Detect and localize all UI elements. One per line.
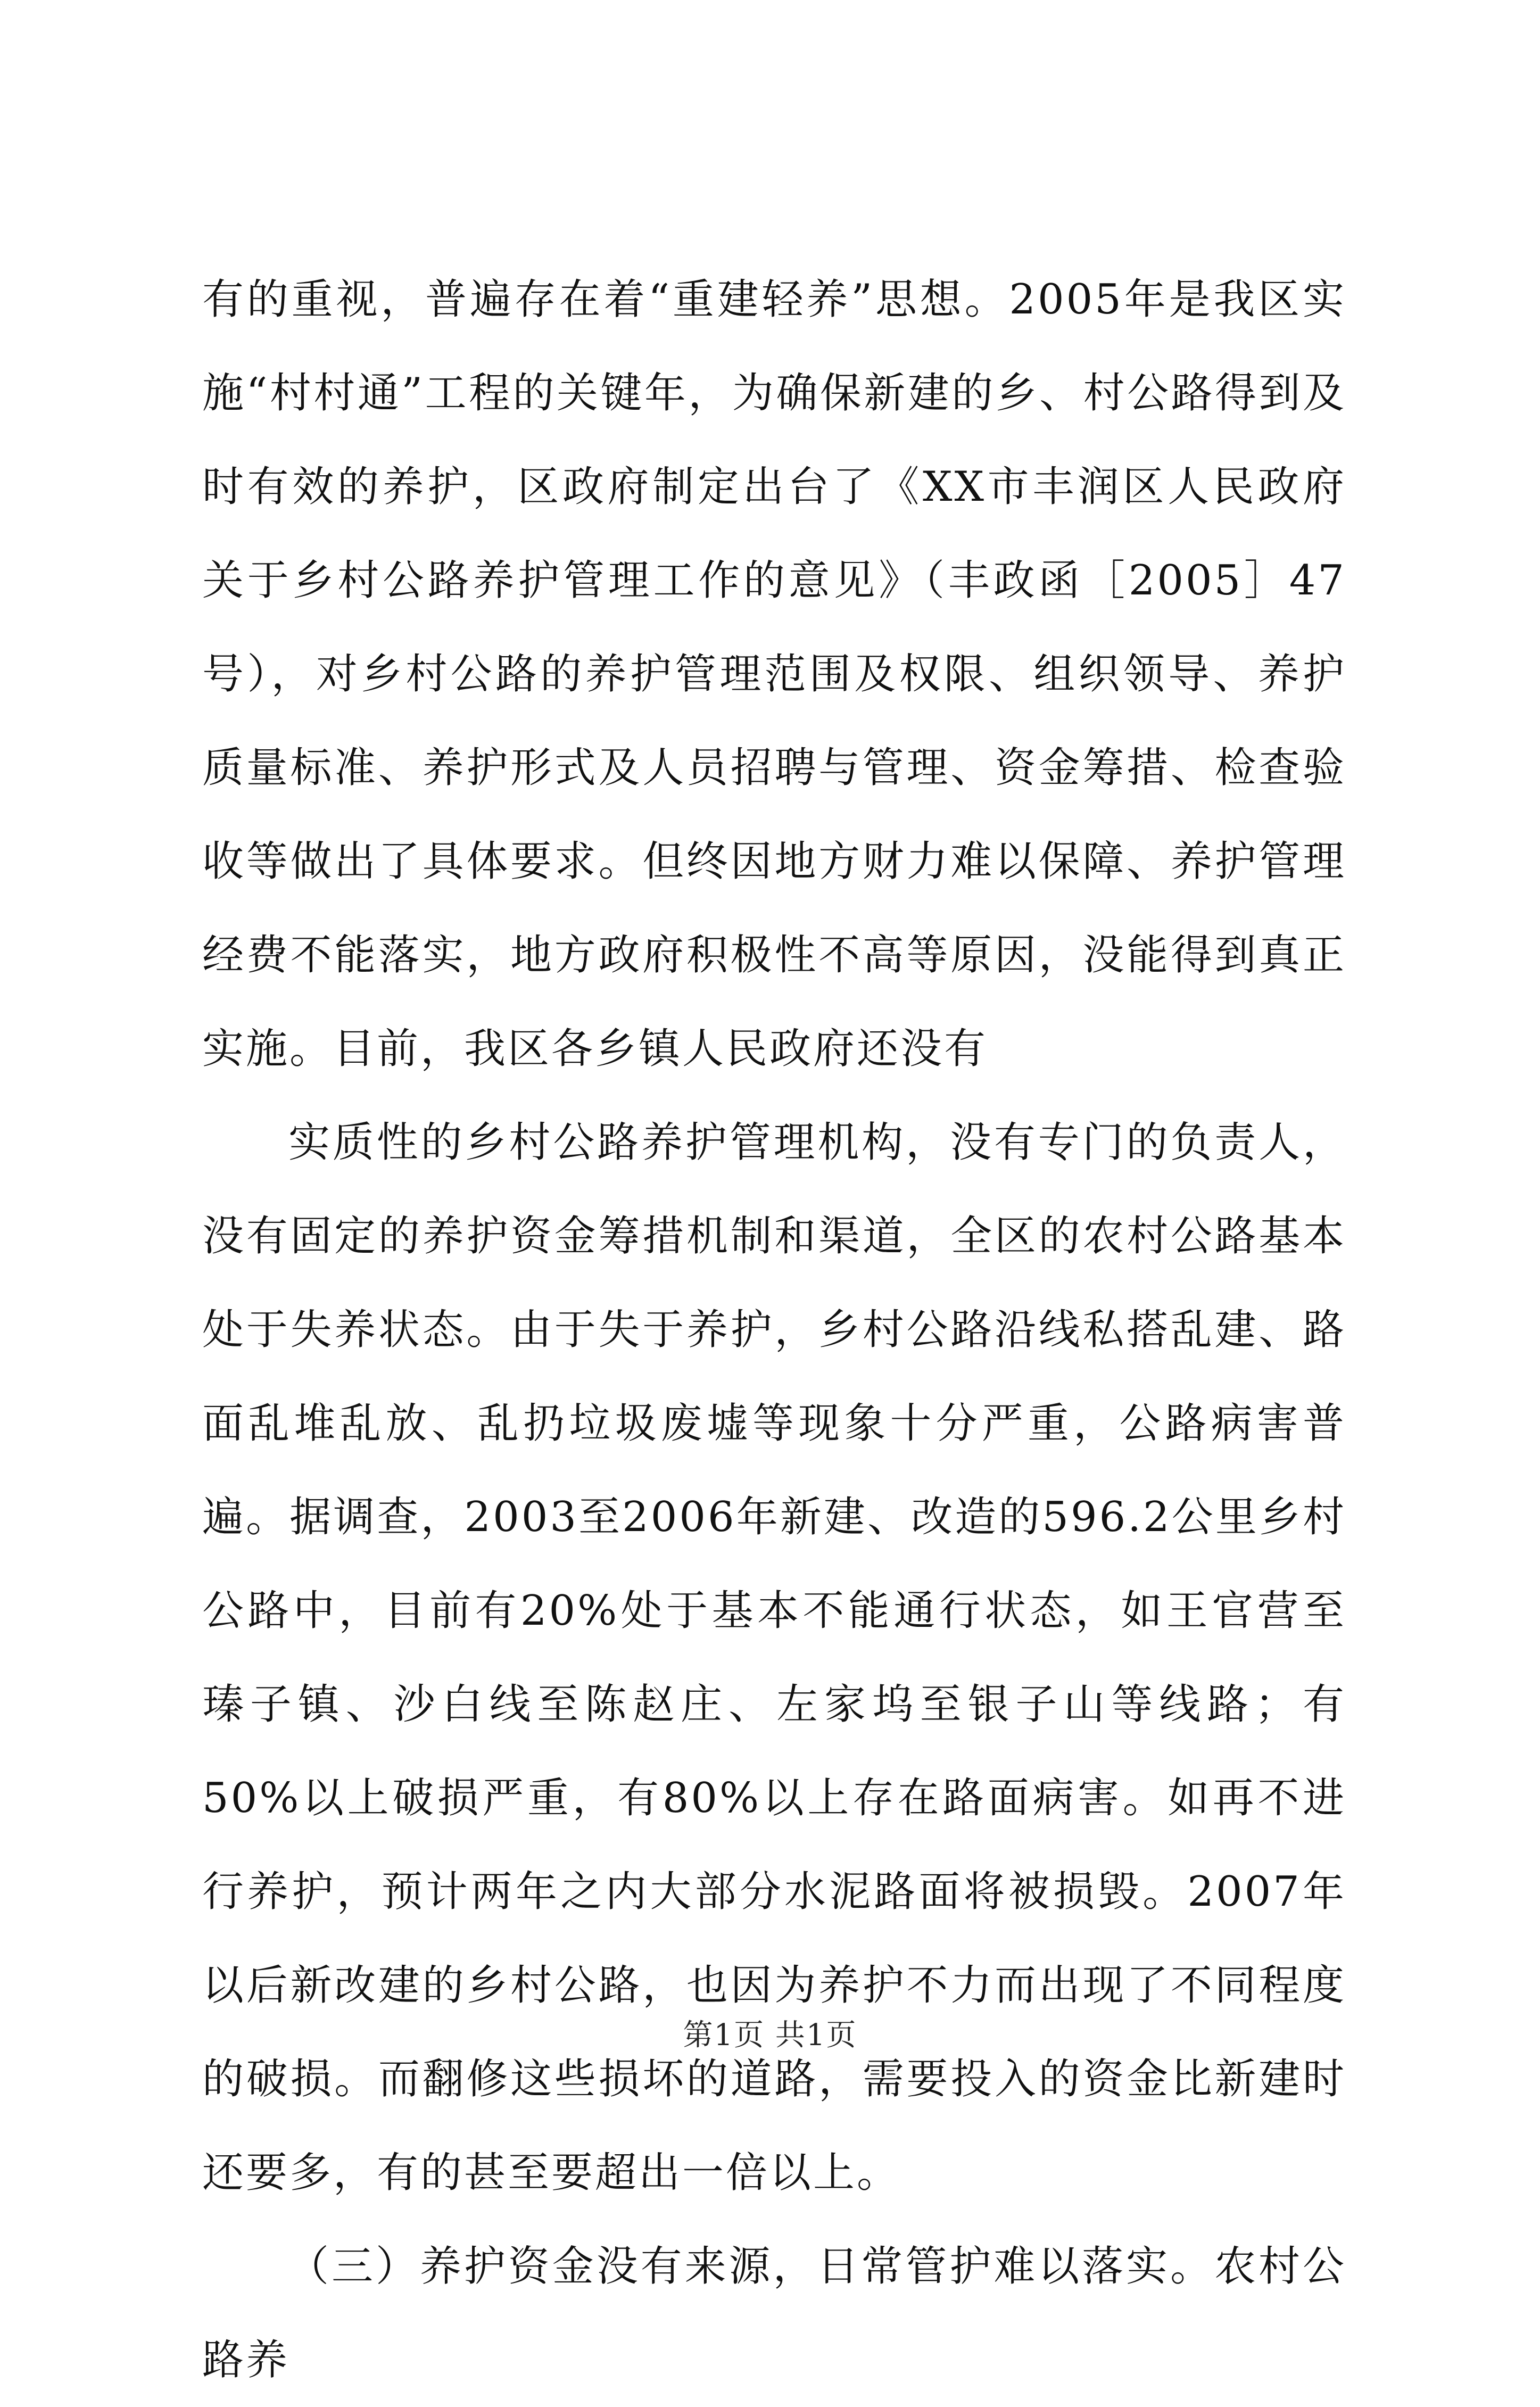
paragraph-section-three-heading: （三）养护资金没有来源，日常管护难以落实。农村公路养 xyxy=(202,2243,1346,2384)
page-footer: 第1页 共1页 xyxy=(683,2018,857,2053)
paragraph-maintenance-status: 实质性的乡村公路养护管理机构，没有专门的负责人，没有固定的养护资金筹措机制和渠道，全区的农村公路基本处于失养状态。由于失于养护，乡村公路沿线私搭乱建、路面乱堆乱放、乱扔垃圾废墟等现象十分严重，公路病害普遍。据调查，2003至2006年新建、改造的596.2公里乡村公路中，目前有20%处于基本不能通行状态，如王官营至瑧子镇、沙白线至陈赵庄、左家坞至银子山等线路；有50%以上破损严重，有80%以上存在路面病害。如再不进行养护，预计两年之内大部分水泥路面将被损毁。2007年以后新改建的乡村公路，也因为养护不力而出现了不同程度的破损。而翻修这些损坏的道路，需要投入的资金比新建时还要多，有的甚至要超出一倍以上。 xyxy=(202,1119,1346,2197)
paragraph-continuation: 有的重视，普遍存在着“重建轻养”思想。2005年是我区实施“村村通”工程的关键年，为确保新建的乡、村公路得到及时有效的养护，区政府制定出台了《XX市丰润区人民政府关于乡村公路养护管理工作的意见》（丰政函［2005］47号），对乡村公路的养护管理范围及权限、组织领导、养护质量标准、养护形式及人员招聘与管理、资金筹措、检查验收等做出了具体要求。但终因地方财力难以保障、养护管理经费不能落实，地方政府积极性不高等原因，没能得到真正实施。目前，我区各乡镇人民政府还没有 xyxy=(202,276,1346,1073)
document-body xyxy=(202,253,1346,2407)
